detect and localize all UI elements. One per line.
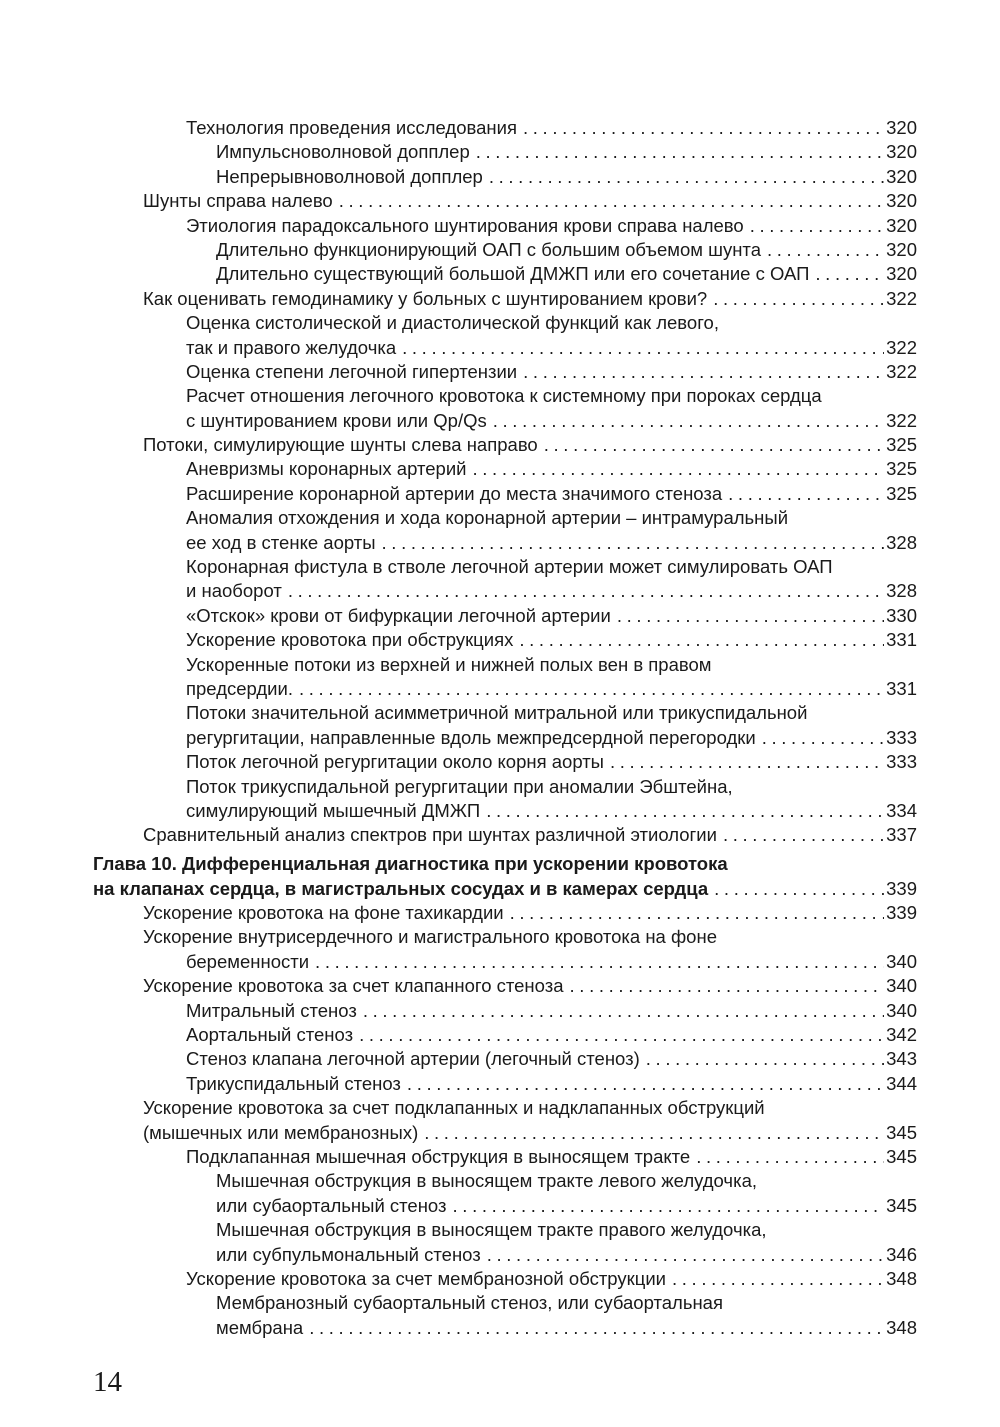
toc-line: [93, 579, 917, 603]
dot-leader: [359, 1023, 884, 1047]
toc-line: [93, 531, 917, 555]
toc-entry-title: Поток легочной регургитации около корня аорты: [186, 751, 604, 773]
toc-page-number: 320: [886, 214, 917, 236]
toc-entry-title: Потоки, симулирующие шунты слева направо: [143, 434, 538, 456]
page-number: 14: [93, 1366, 122, 1398]
toc-entry: [93, 999, 917, 1023]
toc-line: [93, 999, 917, 1023]
toc-line: [93, 750, 917, 774]
toc-entry-title: Поток трикуспидальной регургитации при аномалии Эбштейна,: [186, 775, 733, 797]
toc-page-number: 343: [886, 1048, 917, 1070]
toc-entry: [93, 1267, 917, 1291]
toc-line: [93, 311, 917, 335]
dot-leader: [523, 116, 884, 140]
toc-line: [93, 262, 917, 286]
toc-page-number: 320: [886, 165, 917, 187]
toc-entry: [93, 287, 917, 311]
dot-leader: [646, 1047, 884, 1071]
toc-entry-title: Мышечная обструкция в выносящем тракте левого желудочка,: [216, 1170, 757, 1192]
toc-entry: [93, 775, 917, 824]
dot-leader: [363, 999, 884, 1023]
toc-entry-title: Шунты справа налево: [143, 190, 333, 212]
dot-leader: [299, 677, 884, 701]
toc-line: [93, 433, 917, 457]
toc-page-number: 340: [886, 999, 917, 1021]
toc-page-number: 345: [886, 1146, 917, 1167]
toc-entry: [93, 384, 917, 433]
toc-line: [93, 1096, 917, 1120]
toc-entry: [93, 823, 917, 847]
toc-entry: [93, 116, 917, 140]
toc-entry-title: и наоборот: [186, 580, 282, 602]
toc-page-number: 333: [886, 751, 917, 773]
toc-entry-title: Ускорение кровотока за счет клапанного стеноза: [143, 975, 564, 997]
dot-leader: [570, 974, 885, 998]
toc-entry: [93, 925, 917, 974]
dot-leader: [476, 140, 884, 164]
toc-line: [93, 604, 917, 628]
toc-entry-title: Оценка систолической и диастолической функций как левого,: [186, 312, 719, 334]
toc-entry-title: «Отскок» крови от бифуркации легочной артерии: [186, 604, 611, 626]
dot-leader: [723, 823, 884, 847]
toc-entry-title: Трикуспидальный стеноз: [186, 1072, 401, 1094]
dot-leader: [713, 287, 884, 311]
toc-line: [93, 877, 917, 901]
dot-leader: [315, 950, 884, 974]
toc-entry: [93, 750, 917, 774]
toc-entry: [93, 482, 917, 506]
toc-entry-title: Ускорение кровотока на фоне тахикардии: [143, 902, 504, 924]
toc-entry: [93, 604, 917, 628]
toc-page-number: 325: [886, 458, 917, 480]
toc-entry-title: ее ход в стенке аорты: [186, 531, 376, 553]
toc-page-number: 322: [886, 287, 917, 309]
dot-leader: [453, 1194, 885, 1218]
toc-page-number: 325: [886, 482, 917, 504]
dot-leader: [544, 433, 884, 457]
toc-page-number: 337: [886, 824, 917, 846]
toc-entry-title: Этиология парадоксального шунтирования крови справа налево: [186, 214, 744, 236]
toc-page-number: 320: [886, 190, 917, 212]
toc-page-number: 348: [886, 1316, 917, 1338]
toc-entry-title: Коронарная фистула в стволе легочной артерии может симулировать ОАП: [186, 556, 833, 578]
toc-entry: [93, 1169, 917, 1218]
toc-entry-title: Длительно существующий большой ДМЖП или его сочетание с ОАП: [216, 263, 810, 285]
toc-line: [93, 457, 917, 481]
toc-entry: [93, 238, 917, 262]
toc-entry-title: Стеноз клапана легочной артерии (легочный стеноз): [186, 1048, 640, 1070]
dot-leader: [728, 482, 884, 506]
toc-entry: [93, 974, 917, 998]
toc-line: [93, 1243, 917, 1267]
toc-page-number: 344: [886, 1072, 917, 1094]
toc-entry: [93, 262, 917, 286]
toc-line: [93, 1072, 917, 1096]
toc-entry-title: Как оценивать гемодинамику у больных с шунтированием крови?: [143, 287, 708, 309]
toc-entry: [93, 433, 917, 457]
toc-page-number: 346: [886, 1243, 917, 1265]
toc-entry: [93, 1047, 917, 1071]
toc-page-number: 322: [886, 360, 917, 382]
toc-entry-title: регургитации, направленные вдоль межпредсердной перегородки: [186, 726, 756, 748]
dot-leader: [472, 457, 884, 481]
toc-entry-title: Мышечная обструкция в выносящем тракте правого желудочка,: [216, 1219, 767, 1241]
toc-line: [93, 823, 917, 847]
toc-line: [93, 140, 917, 164]
toc-line: [93, 701, 917, 725]
toc-entry: [93, 140, 917, 164]
toc-entry-title: Ускорение кровотока за счет подклапанных и надклапанных обструкций: [143, 1097, 765, 1119]
toc-line: [93, 653, 917, 677]
toc-entry-title: Митральный стеноз: [186, 999, 357, 1021]
toc-line: [93, 336, 917, 360]
toc-page-number: 345: [886, 1121, 917, 1143]
toc-line: [93, 384, 917, 408]
toc-line: [93, 555, 917, 579]
toc-entry: [93, 214, 917, 238]
toc-page-number: 348: [886, 1267, 917, 1289]
toc-page-number: 331: [886, 629, 917, 651]
toc-line: [93, 775, 917, 799]
toc-line: [93, 925, 917, 949]
toc-page-number: 322: [886, 409, 917, 431]
toc-entry-title: Оценка степени легочной гипертензии: [186, 360, 518, 382]
toc-page-number: 328: [886, 580, 917, 602]
dot-leader: [493, 409, 884, 433]
dot-leader: [523, 360, 884, 384]
dot-leader: [510, 901, 885, 925]
toc-entry: [93, 311, 917, 360]
toc-entry-title: Сравнительный анализ спектров при шунтах различной этиологии: [143, 824, 717, 846]
toc-line: [93, 238, 917, 262]
toc-entry: [93, 653, 917, 702]
toc-line: [93, 799, 917, 823]
dot-leader: [672, 1267, 884, 1291]
toc-entry-title: Расчет отношения легочного кровотока к системному при пороках сердца: [186, 385, 822, 407]
toc-entry-title: Импульсноволновой допплер: [216, 141, 470, 163]
toc-line: [93, 116, 917, 140]
toc-line: [93, 482, 917, 506]
toc-line: [93, 214, 917, 238]
toc-page-number: 339: [886, 877, 917, 899]
toc-entry-title: Ускорение кровотока при обструкциях: [186, 629, 514, 651]
toc-page-number: 320: [886, 263, 917, 285]
toc-entry: [93, 701, 917, 750]
toc-entry: [93, 506, 917, 555]
dot-leader: [519, 628, 884, 652]
dot-leader: [424, 1121, 884, 1145]
toc-page-number: 331: [886, 677, 917, 699]
toc-entry-title: Аномалия отхождения и хода коронарной артерии – интрамуральный: [186, 507, 789, 529]
toc-entry-title: Аневризмы коронарных артерий: [186, 458, 467, 480]
dot-leader: [617, 604, 884, 628]
toc-line: [93, 852, 917, 876]
toc-entry: [93, 360, 917, 384]
dot-leader: [407, 1072, 884, 1096]
toc-line: [93, 506, 917, 530]
toc-entry: [93, 1218, 917, 1267]
toc-entry-title: симулирующий мышечный ДМЖП: [186, 799, 481, 821]
dot-leader: [487, 1243, 884, 1267]
toc-entry: [93, 901, 917, 925]
toc-entry-title: Ускорение кровотока за счет мембранозной обструкции: [186, 1267, 666, 1289]
toc-entry-title: Длительно функционирующий ОАП с большим объемом шунта: [216, 238, 761, 260]
toc-entry-title: предсердии.: [186, 677, 293, 699]
toc-page-number: 320: [886, 238, 917, 260]
toc-entry-title: или субпульмональный стеноз: [216, 1243, 481, 1265]
toc-entry: [93, 457, 917, 481]
toc-page-number: 328: [886, 531, 917, 553]
dot-leader: [309, 1316, 884, 1340]
dot-leader: [382, 531, 885, 555]
dot-leader: [339, 189, 884, 213]
toc-line: [93, 189, 917, 213]
toc-line: [93, 628, 917, 652]
toc-line: [93, 165, 917, 189]
toc-entry-title: Ускорение внутрисердечного и магистрального кровотока на фоне: [143, 926, 717, 948]
toc-entry-title: беременности: [186, 950, 310, 972]
toc-entry-title: Аортальный стеноз: [186, 1024, 354, 1046]
toc-page-number: 345: [886, 1194, 917, 1216]
dot-leader: [489, 165, 884, 189]
dot-leader: [815, 262, 884, 286]
toc-entry-title: Непрерывноволновой допплер: [216, 165, 483, 187]
toc-line: [93, 287, 917, 311]
toc-entry-title: Технология проведения исследования: [186, 117, 517, 138]
dot-leader: [696, 1145, 884, 1169]
toc-line: [93, 1145, 917, 1169]
toc-line: [93, 974, 917, 998]
toc-line: [93, 409, 917, 433]
toc-page-number: 340: [886, 950, 917, 972]
toc-entry: [93, 1023, 917, 1047]
toc-entry-title: Потоки значительной асимметричной митральной или трикуспидальной: [186, 702, 808, 724]
table-of-contents: [93, 116, 917, 1340]
toc-entry: [93, 555, 917, 604]
toc-entry: [93, 189, 917, 213]
toc-line: [93, 1218, 917, 1242]
dot-leader: [402, 336, 884, 360]
dot-leader: [750, 214, 884, 238]
toc-page-number: 330: [886, 604, 917, 626]
toc-line: [93, 1047, 917, 1071]
toc-entry-title: Глава 10. Дифференциальная диагностика при ускорении кровотока: [93, 853, 728, 875]
toc-entry: [93, 1096, 917, 1145]
toc-line: [93, 1169, 917, 1193]
toc-page-number: 320: [886, 117, 917, 138]
dot-leader: [610, 750, 884, 774]
toc-entry: [93, 1072, 917, 1096]
toc-entry: [93, 628, 917, 652]
toc-entry-title: на клапанах сердца, в магистральных сосудах и в камерах сердца: [93, 877, 709, 899]
toc-line: [93, 360, 917, 384]
toc-entry-title: Ускоренные потоки из верхней и нижней полых вен в правом: [186, 653, 712, 675]
toc-entry-title: (мышечных или мембранозных): [143, 1121, 419, 1143]
toc-page-number: 320: [886, 141, 917, 163]
toc-page-number: 334: [886, 799, 917, 821]
toc-line: [93, 1023, 917, 1047]
toc-entry-title: Расширение коронарной артерии до места значимого стеноза: [186, 482, 723, 504]
toc-entry-title: Подклапанная мышечная обструкция в выносящем тракте: [186, 1146, 691, 1167]
dot-leader: [288, 579, 884, 603]
chapter-heading: [93, 852, 917, 901]
toc-page-number: 322: [886, 336, 917, 358]
toc-line: [93, 950, 917, 974]
toc-page-number: 339: [886, 902, 917, 924]
toc-page-number: 342: [886, 1024, 917, 1046]
toc-page-number: 333: [886, 726, 917, 748]
dot-leader: [714, 877, 884, 901]
toc-entry-title: с шунтированием крови или Qp/Qs: [186, 409, 487, 431]
toc-line: [93, 1316, 917, 1340]
dot-leader: [486, 799, 884, 823]
toc-entry: [93, 1291, 917, 1340]
toc-entry-title: мембрана: [216, 1316, 304, 1338]
dot-leader: [762, 726, 884, 750]
toc-page-number: 325: [886, 434, 917, 456]
toc-line: [93, 1291, 917, 1315]
toc-line: [93, 1194, 917, 1218]
toc-line: [93, 726, 917, 750]
dot-leader: [767, 238, 884, 262]
toc-line: [93, 677, 917, 701]
toc-entry-title: или субаортальный стеноз: [216, 1194, 447, 1216]
toc-line: [93, 901, 917, 925]
toc-entry: [93, 165, 917, 189]
toc-entry-title: Мембранозный субаортальный стеноз, или субаортальная: [216, 1292, 723, 1314]
toc-line: [93, 1121, 917, 1145]
toc-page-number: 340: [886, 975, 917, 997]
toc-line: [93, 1267, 917, 1291]
toc-entry-title: так и правого желудочка: [186, 336, 397, 358]
toc-entry: [93, 1145, 917, 1169]
